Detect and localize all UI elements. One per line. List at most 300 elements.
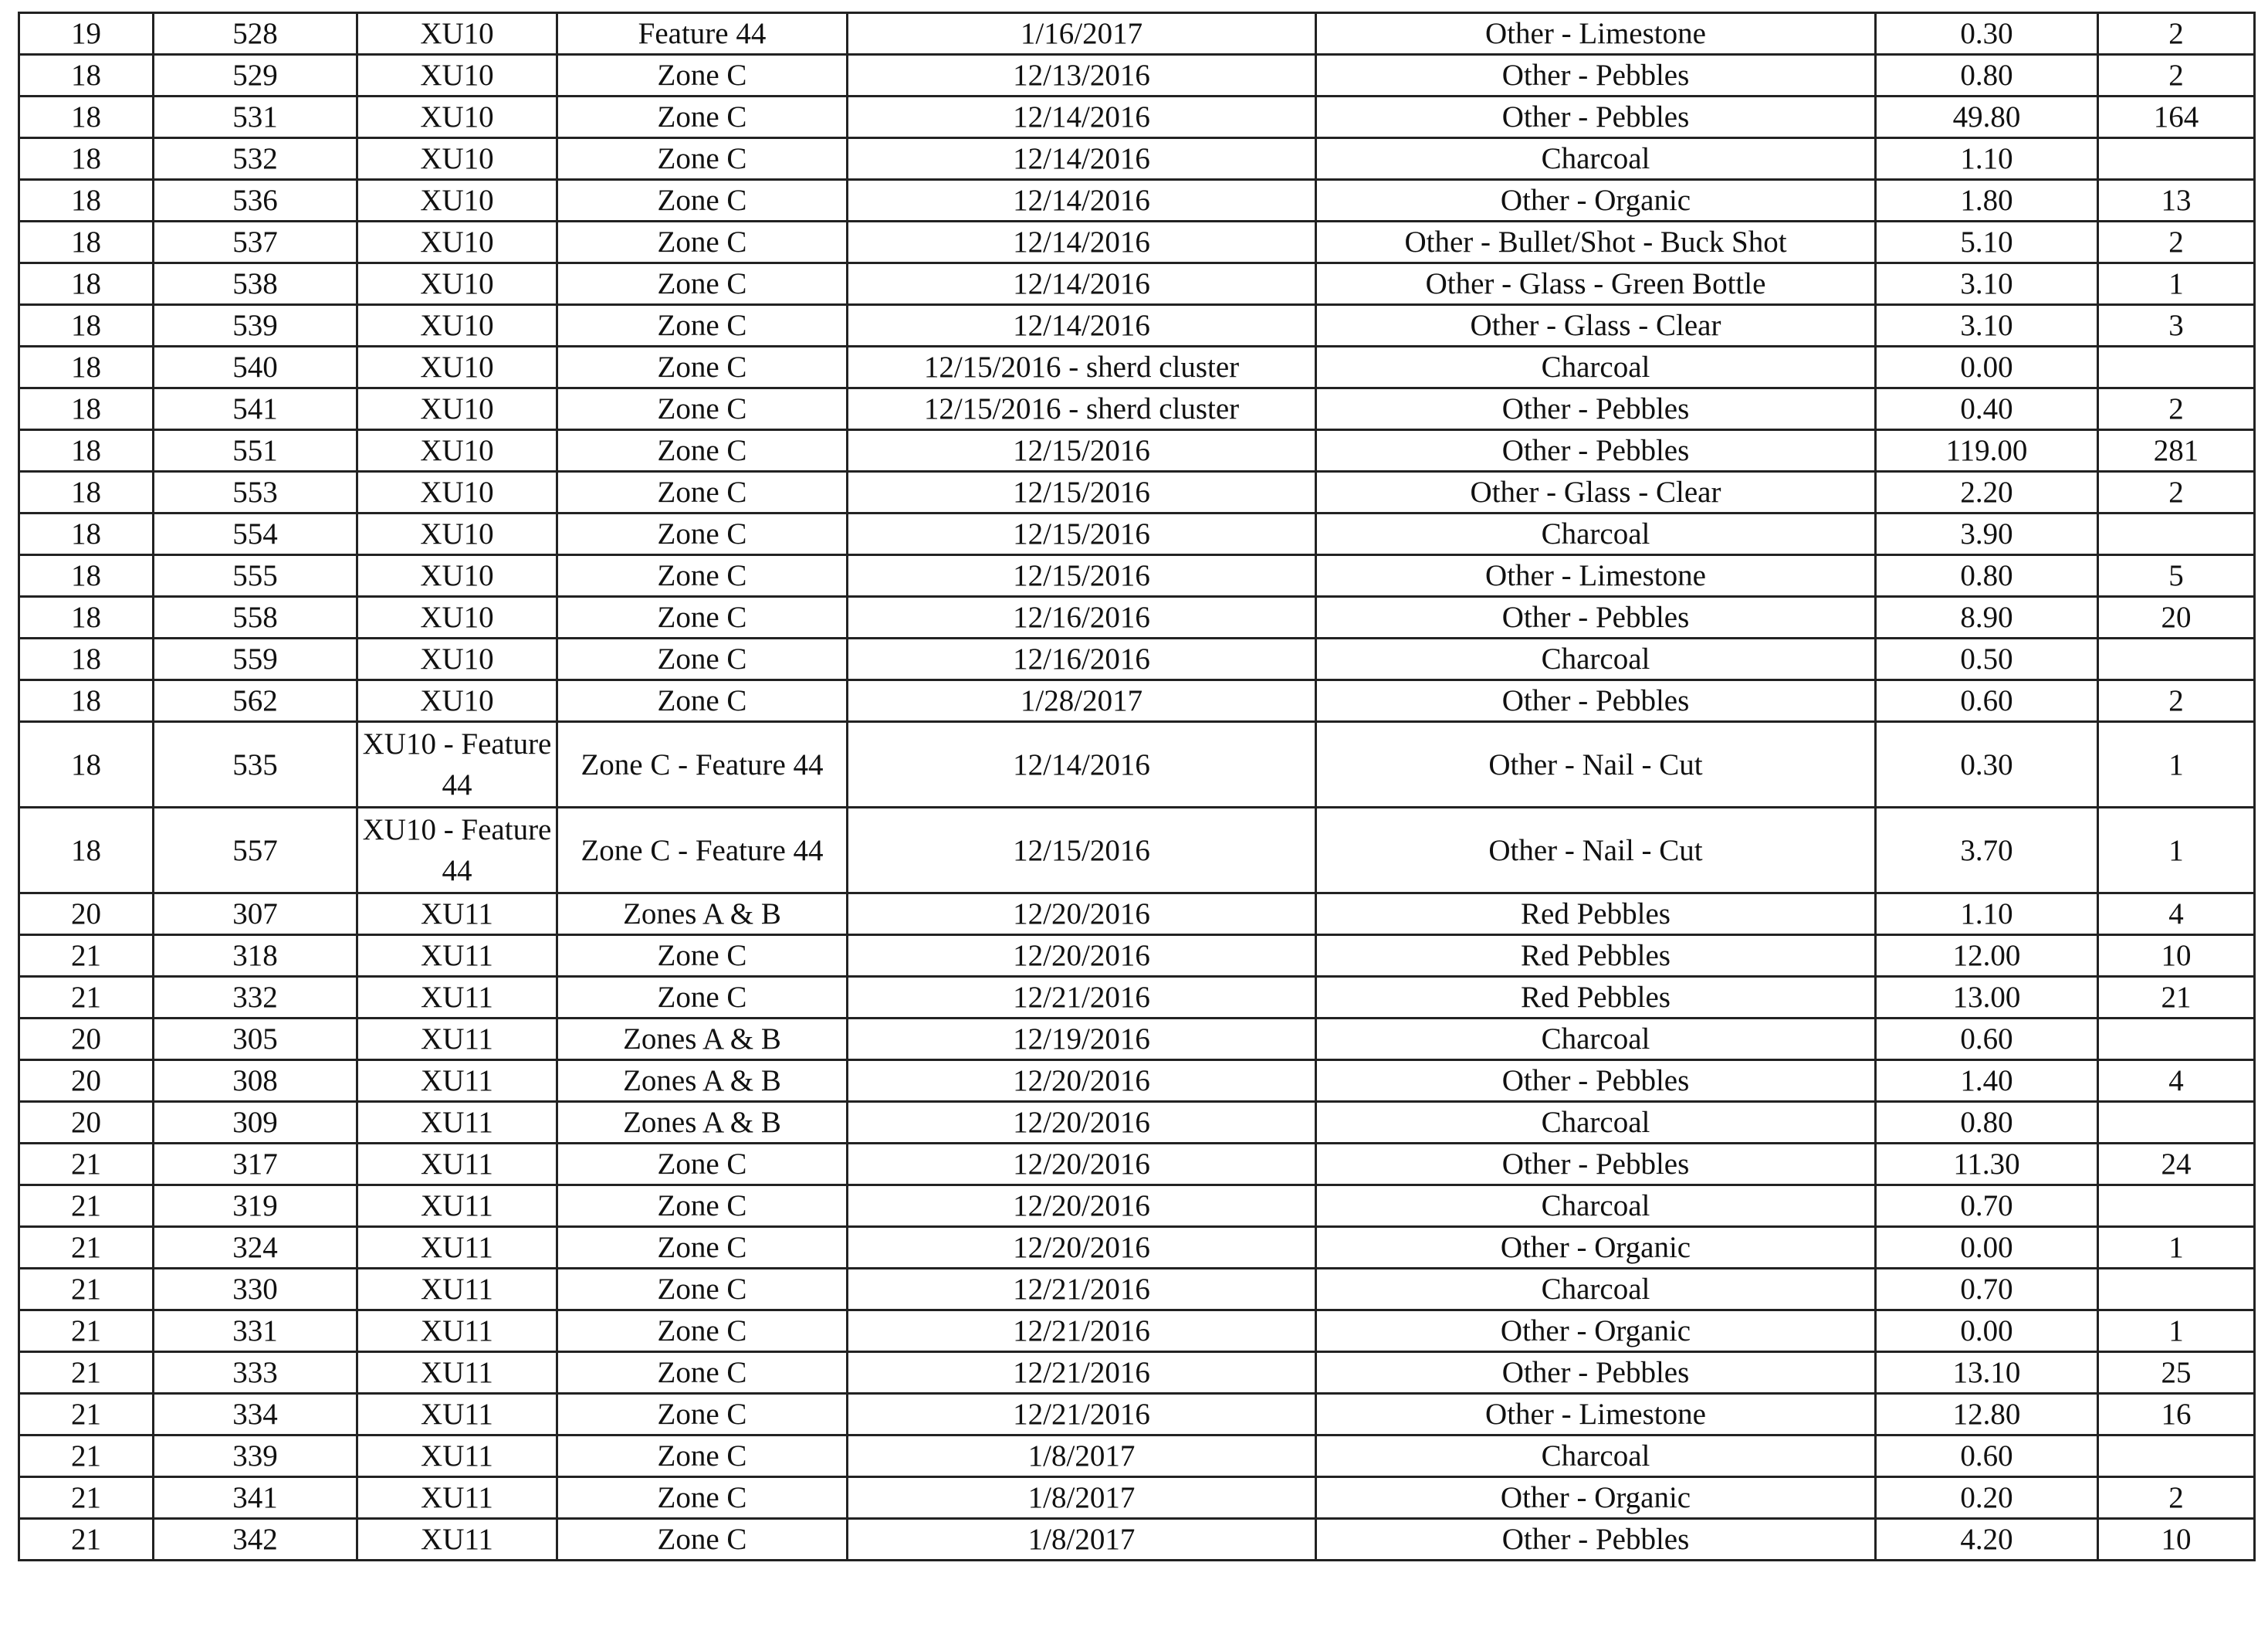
catalog-number-cell: 529 [154,55,357,97]
artifact-inventory-table [18,12,2256,1561]
count-cell: 2 [2098,472,2255,514]
weight-cell: 0.80 [1876,55,2098,97]
catalog-number-cell: 541 [154,388,357,430]
table-row [19,180,2255,222]
level-cell: 18 [19,430,154,472]
date-cell: 12/14/2016 [848,305,1316,347]
weight-cell: 13.10 [1876,1352,2098,1394]
table-row [19,639,2255,680]
date-cell: 12/15/2016 [848,514,1316,555]
level-cell: 21 [19,1477,154,1519]
catalog-number-cell: 307 [154,893,357,935]
table-row [19,977,2255,1019]
material-cell: Other - Glass - Clear [1316,305,1876,347]
count-cell: 281 [2098,430,2255,472]
level-cell: 18 [19,808,154,893]
zone-cell: Zone C [557,138,848,180]
material-cell: Charcoal [1316,514,1876,555]
material-cell: Charcoal [1316,1185,1876,1227]
zone-cell: Zones A & B [557,1102,848,1144]
catalog-number-cell: 553 [154,472,357,514]
catalog-number-cell: 559 [154,639,357,680]
zone-cell: Zone C [557,222,848,263]
weight-cell: 3.70 [1876,808,2098,893]
catalog-number-cell: 333 [154,1352,357,1394]
unit-cell: XU10 [357,430,557,472]
zone-cell: Zone C [557,555,848,597]
material-cell: Other - Pebbles [1316,97,1876,138]
table-row [19,935,2255,977]
catalog-number-cell: 317 [154,1144,357,1185]
level-cell: 18 [19,347,154,388]
catalog-number-cell: 339 [154,1435,357,1477]
zone-cell: Zone C [557,388,848,430]
level-cell: 18 [19,514,154,555]
zone-cell: Zone C [557,55,848,97]
catalog-number-cell: 528 [154,13,357,55]
material-cell: Charcoal [1316,1269,1876,1310]
unit-cell: XU10 - Feature 44 [357,808,557,893]
catalog-number-cell: 535 [154,722,357,808]
catalog-number-cell: 341 [154,1477,357,1519]
zone-cell: Zone C [557,1519,848,1561]
weight-cell: 12.80 [1876,1394,2098,1435]
material-cell: Other - Pebbles [1316,680,1876,722]
material-cell: Other - Pebbles [1316,1352,1876,1394]
count-cell: 2 [2098,13,2255,55]
table-row [19,1102,2255,1144]
unit-cell: XU10 [357,555,557,597]
catalog-number-cell: 555 [154,555,357,597]
zone-cell: Zone C [557,597,848,639]
catalog-number-cell: 540 [154,347,357,388]
unit-cell: XU10 [357,347,557,388]
table-row [19,1352,2255,1394]
level-cell: 18 [19,639,154,680]
weight-cell: 119.00 [1876,430,2098,472]
count-cell: 1 [2098,1227,2255,1269]
zone-cell: Zone C [557,347,848,388]
weight-cell: 2.20 [1876,472,2098,514]
level-cell: 18 [19,722,154,808]
level-cell: 18 [19,138,154,180]
zone-cell: Zone C [557,1394,848,1435]
material-cell: Other - Organic [1316,1227,1876,1269]
table-row [19,680,2255,722]
date-cell: 12/21/2016 [848,977,1316,1019]
level-cell: 18 [19,97,154,138]
date-cell: 12/20/2016 [848,935,1316,977]
catalog-number-cell: 332 [154,977,357,1019]
zone-cell: Zone C [557,1144,848,1185]
count-cell: 2 [2098,388,2255,430]
count-cell: 1 [2098,1310,2255,1352]
count-cell: 2 [2098,222,2255,263]
table-row [19,1060,2255,1102]
table-row [19,138,2255,180]
material-cell: Charcoal [1316,347,1876,388]
unit-cell: XU10 [357,388,557,430]
zone-cell: Feature 44 [557,13,848,55]
unit-cell: XU10 [357,263,557,305]
zone-cell: Zone C [557,430,848,472]
table-row [19,555,2255,597]
catalog-number-cell: 330 [154,1269,357,1310]
level-cell: 21 [19,1310,154,1352]
table-row [19,1144,2255,1185]
catalog-number-cell: 331 [154,1310,357,1352]
weight-cell: 1.10 [1876,138,2098,180]
count-cell: 4 [2098,1060,2255,1102]
level-cell: 20 [19,1060,154,1102]
level-cell: 21 [19,1394,154,1435]
material-cell: Other - Pebbles [1316,388,1876,430]
date-cell: 12/13/2016 [848,55,1316,97]
count-cell: 25 [2098,1352,2255,1394]
weight-cell: 1.40 [1876,1060,2098,1102]
date-cell: 12/20/2016 [848,1060,1316,1102]
date-cell: 12/15/2016 [848,808,1316,893]
unit-cell: XU10 [357,13,557,55]
count-cell: 1 [2098,722,2255,808]
count-cell: 1 [2098,263,2255,305]
count-cell: 2 [2098,1477,2255,1519]
count-cell: 20 [2098,597,2255,639]
unit-cell: XU11 [357,935,557,977]
unit-cell: XU10 [357,472,557,514]
unit-cell: XU11 [357,1477,557,1519]
weight-cell: 3.10 [1876,263,2098,305]
table-row [19,1519,2255,1561]
zone-cell: Zone C - Feature 44 [557,722,848,808]
table-row [19,305,2255,347]
unit-cell: XU10 [357,180,557,222]
material-cell: Other - Bullet/Shot - Buck Shot [1316,222,1876,263]
catalog-number-cell: 309 [154,1102,357,1144]
table-row [19,893,2255,935]
count-cell: 10 [2098,935,2255,977]
zone-cell: Zone C [557,180,848,222]
material-cell: Other - Pebbles [1316,1144,1876,1185]
catalog-number-cell: 537 [154,222,357,263]
zone-cell: Zone C [557,1352,848,1394]
count-cell [2098,514,2255,555]
weight-cell: 0.20 [1876,1477,2098,1519]
table-row [19,388,2255,430]
zone-cell: Zones A & B [557,893,848,935]
table-row [19,97,2255,138]
catalog-number-cell: 557 [154,808,357,893]
material-cell: Charcoal [1316,1435,1876,1477]
weight-cell: 0.60 [1876,1435,2098,1477]
count-cell: 5 [2098,555,2255,597]
count-cell [2098,1269,2255,1310]
material-cell: Other - Organic [1316,1310,1876,1352]
unit-cell: XU11 [357,1269,557,1310]
count-cell [2098,1102,2255,1144]
table-row [19,1310,2255,1352]
date-cell: 12/14/2016 [848,97,1316,138]
unit-cell: XU11 [357,1227,557,1269]
count-cell: 1 [2098,808,2255,893]
date-cell: 1/8/2017 [848,1519,1316,1561]
table-row [19,1019,2255,1060]
weight-cell: 0.30 [1876,13,2098,55]
weight-cell: 0.60 [1876,680,2098,722]
count-cell: 24 [2098,1144,2255,1185]
unit-cell: XU11 [357,1352,557,1394]
table-row [19,13,2255,55]
date-cell: 12/14/2016 [848,180,1316,222]
zone-cell: Zone C [557,639,848,680]
date-cell: 12/21/2016 [848,1394,1316,1435]
table-row [19,1185,2255,1227]
unit-cell: XU10 - Feature 44 [357,722,557,808]
unit-cell: XU10 [357,597,557,639]
weight-cell: 0.30 [1876,722,2098,808]
unit-cell: XU11 [357,1102,557,1144]
count-cell [2098,138,2255,180]
material-cell: Charcoal [1316,639,1876,680]
date-cell: 12/16/2016 [848,639,1316,680]
material-cell: Other - Glass - Green Bottle [1316,263,1876,305]
level-cell: 21 [19,1519,154,1561]
level-cell: 18 [19,263,154,305]
unit-cell: XU10 [357,138,557,180]
date-cell: 1/16/2017 [848,13,1316,55]
catalog-number-cell: 562 [154,680,357,722]
zone-cell: Zones A & B [557,1060,848,1102]
weight-cell: 4.20 [1876,1519,2098,1561]
level-cell: 18 [19,680,154,722]
unit-cell: XU11 [357,1435,557,1477]
level-cell: 21 [19,1352,154,1394]
level-cell: 20 [19,893,154,935]
weight-cell: 0.80 [1876,1102,2098,1144]
date-cell: 12/15/2016 - sherd cluster [848,388,1316,430]
level-cell: 21 [19,1227,154,1269]
catalog-number-cell: 551 [154,430,357,472]
material-cell: Other - Pebbles [1316,1519,1876,1561]
material-cell: Other - Pebbles [1316,597,1876,639]
level-cell: 21 [19,1435,154,1477]
weight-cell: 0.40 [1876,388,2098,430]
zone-cell: Zone C [557,472,848,514]
zone-cell: Zone C [557,305,848,347]
material-cell: Charcoal [1316,1102,1876,1144]
level-cell: 21 [19,977,154,1019]
weight-cell: 3.10 [1876,305,2098,347]
table-body [19,13,2255,1561]
table-row [19,1435,2255,1477]
count-cell [2098,1185,2255,1227]
level-cell: 20 [19,1019,154,1060]
count-cell [2098,1019,2255,1060]
unit-cell: XU11 [357,1060,557,1102]
level-cell: 18 [19,305,154,347]
catalog-number-cell: 539 [154,305,357,347]
zone-cell: Zone C [557,680,848,722]
weight-cell: 1.10 [1876,893,2098,935]
catalog-number-cell: 558 [154,597,357,639]
zone-cell: Zone C [557,1477,848,1519]
table-row [19,597,2255,639]
count-cell: 4 [2098,893,2255,935]
weight-cell: 0.70 [1876,1185,2098,1227]
unit-cell: XU11 [357,893,557,935]
material-cell: Other - Glass - Clear [1316,472,1876,514]
table-row [19,514,2255,555]
weight-cell: 0.50 [1876,639,2098,680]
material-cell: Other - Pebbles [1316,430,1876,472]
date-cell: 12/14/2016 [848,222,1316,263]
date-cell: 12/21/2016 [848,1352,1316,1394]
level-cell: 18 [19,222,154,263]
unit-cell: XU10 [357,222,557,263]
zone-cell: Zone C [557,1227,848,1269]
catalog-number-cell: 319 [154,1185,357,1227]
level-cell: 21 [19,935,154,977]
count-cell: 164 [2098,97,2255,138]
level-cell: 18 [19,555,154,597]
zone-cell: Zones A & B [557,1019,848,1060]
table-row [19,430,2255,472]
weight-cell: 0.00 [1876,1227,2098,1269]
material-cell: Other - Pebbles [1316,1060,1876,1102]
catalog-number-cell: 536 [154,180,357,222]
catalog-number-cell: 318 [154,935,357,977]
zone-cell: Zone C [557,1310,848,1352]
count-cell: 13 [2098,180,2255,222]
weight-cell: 0.00 [1876,347,2098,388]
table-row [19,1269,2255,1310]
level-cell: 18 [19,180,154,222]
table-row [19,808,2255,893]
date-cell: 12/20/2016 [848,893,1316,935]
count-cell [2098,639,2255,680]
level-cell: 18 [19,472,154,514]
unit-cell: XU11 [357,1310,557,1352]
count-cell: 2 [2098,680,2255,722]
material-cell: Other - Organic [1316,180,1876,222]
unit-cell: XU11 [357,1144,557,1185]
material-cell: Other - Nail - Cut [1316,808,1876,893]
unit-cell: XU10 [357,97,557,138]
unit-cell: XU10 [357,55,557,97]
catalog-number-cell: 538 [154,263,357,305]
zone-cell: Zone C [557,263,848,305]
weight-cell: 0.60 [1876,1019,2098,1060]
material-cell: Other - Limestone [1316,555,1876,597]
unit-cell: XU11 [357,1185,557,1227]
date-cell: 12/19/2016 [848,1019,1316,1060]
material-cell: Red Pebbles [1316,893,1876,935]
material-cell: Charcoal [1316,1019,1876,1060]
weight-cell: 0.00 [1876,1310,2098,1352]
material-cell: Other - Pebbles [1316,55,1876,97]
unit-cell: XU10 [357,680,557,722]
date-cell: 12/15/2016 [848,555,1316,597]
unit-cell: XU10 [357,514,557,555]
table-row [19,222,2255,263]
date-cell: 1/28/2017 [848,680,1316,722]
catalog-number-cell: 334 [154,1394,357,1435]
unit-cell: XU11 [357,1519,557,1561]
level-cell: 21 [19,1269,154,1310]
catalog-number-cell: 554 [154,514,357,555]
date-cell: 12/15/2016 - sherd cluster [848,347,1316,388]
level-cell: 21 [19,1144,154,1185]
table-row [19,347,2255,388]
weight-cell: 0.80 [1876,555,2098,597]
count-cell: 3 [2098,305,2255,347]
zone-cell: Zone C [557,1435,848,1477]
date-cell: 1/8/2017 [848,1435,1316,1477]
count-cell: 2 [2098,55,2255,97]
weight-cell: 0.70 [1876,1269,2098,1310]
date-cell: 12/15/2016 [848,430,1316,472]
catalog-number-cell: 532 [154,138,357,180]
date-cell: 12/14/2016 [848,722,1316,808]
zone-cell: Zone C [557,977,848,1019]
zone-cell: Zone C - Feature 44 [557,808,848,893]
zone-cell: Zone C [557,514,848,555]
table-row [19,722,2255,808]
count-cell: 16 [2098,1394,2255,1435]
unit-cell: XU11 [357,1394,557,1435]
catalog-number-cell: 308 [154,1060,357,1102]
material-cell: Charcoal [1316,138,1876,180]
zone-cell: Zone C [557,97,848,138]
date-cell: 12/14/2016 [848,138,1316,180]
catalog-number-cell: 324 [154,1227,357,1269]
level-cell: 18 [19,597,154,639]
table-row [19,472,2255,514]
date-cell: 12/21/2016 [848,1269,1316,1310]
unit-cell: XU11 [357,1019,557,1060]
count-cell [2098,1435,2255,1477]
material-cell: Other - Nail - Cut [1316,722,1876,808]
zone-cell: Zone C [557,1185,848,1227]
weight-cell: 5.10 [1876,222,2098,263]
material-cell: Other - Limestone [1316,13,1876,55]
table-row [19,55,2255,97]
catalog-number-cell: 531 [154,97,357,138]
material-cell: Other - Organic [1316,1477,1876,1519]
table-row [19,1394,2255,1435]
date-cell: 12/16/2016 [848,597,1316,639]
date-cell: 1/8/2017 [848,1477,1316,1519]
catalog-number-cell: 305 [154,1019,357,1060]
date-cell: 12/20/2016 [848,1144,1316,1185]
catalog-number-cell: 342 [154,1519,357,1561]
weight-cell: 8.90 [1876,597,2098,639]
weight-cell: 12.00 [1876,935,2098,977]
count-cell: 10 [2098,1519,2255,1561]
table-row [19,1227,2255,1269]
zone-cell: Zone C [557,1269,848,1310]
count-cell: 21 [2098,977,2255,1019]
weight-cell: 13.00 [1876,977,2098,1019]
zone-cell: Zone C [557,935,848,977]
date-cell: 12/21/2016 [848,1310,1316,1352]
material-cell: Red Pebbles [1316,935,1876,977]
material-cell: Red Pebbles [1316,977,1876,1019]
count-cell [2098,347,2255,388]
level-cell: 18 [19,388,154,430]
date-cell: 12/20/2016 [848,1227,1316,1269]
weight-cell: 3.90 [1876,514,2098,555]
